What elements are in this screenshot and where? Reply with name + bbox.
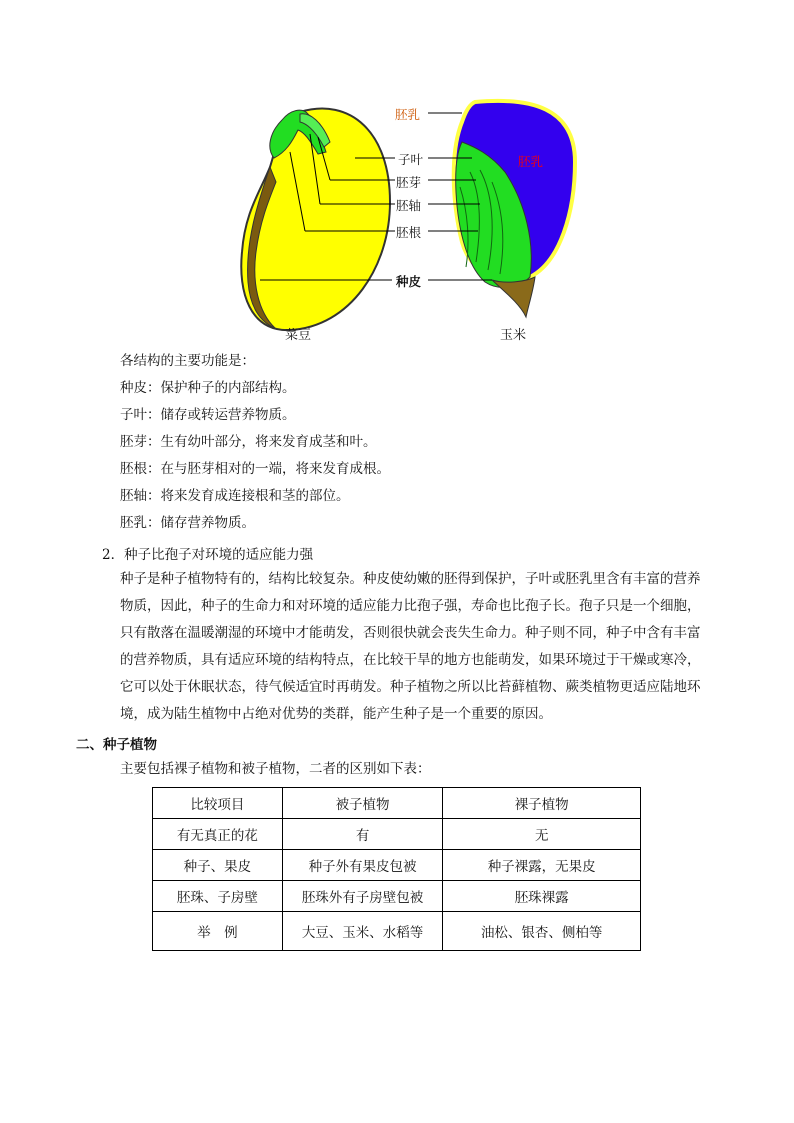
function-item: 胚根：在与胚芽相对的一端，将来发育成根。 bbox=[120, 461, 390, 477]
table-cell: 胚珠外有子房壁包被 bbox=[282, 881, 443, 912]
table-cell: 有无真正的花 bbox=[153, 819, 283, 850]
table-cell: 种子裸露，无果皮 bbox=[443, 850, 641, 881]
table-cell: 大豆、玉米、水稻等 bbox=[282, 912, 443, 951]
paragraph-line: 物质，因此，种子的生命力和对环境的适应能力比孢子强，寿命也比孢子长。孢子只是一个细胞， bbox=[120, 598, 701, 614]
paragraph-line: 它可以处于休眠状态，待气候适宜时再萌发。种子植物之所以比苔藓植物、蕨类植物更适应陆地环 bbox=[120, 679, 701, 695]
function-item: 种皮：保护种子的内部结构。 bbox=[120, 380, 296, 396]
seed-structure-figure bbox=[230, 92, 600, 344]
table-row bbox=[153, 850, 641, 881]
label-hypocotyl: 胚轴 bbox=[396, 198, 422, 213]
table-cell: 有 bbox=[282, 819, 443, 850]
label-seed-coat: 种皮 bbox=[396, 274, 422, 289]
table-header-cell: 裸子植物 bbox=[443, 788, 641, 819]
corn-tip bbox=[492, 277, 535, 317]
function-item: 胚芽：生有幼叶部分，将来发育成茎和叶。 bbox=[120, 434, 377, 450]
section2-number: 2． bbox=[102, 547, 125, 563]
table-cell: 胚珠裸露 bbox=[443, 881, 641, 912]
section-heading-seed-plants: 二、种子植物 bbox=[76, 737, 157, 753]
table-cell: 胚珠、子房壁 bbox=[153, 881, 283, 912]
paragraph-line: 只有散落在温暖潮湿的环境中才能萌发，否则很快就会丧失生命力。种子则不同，种子中含有丰富 bbox=[120, 625, 701, 641]
table-cell: 种子外有果皮包被 bbox=[282, 850, 443, 881]
table-header-row bbox=[153, 788, 641, 819]
caption-corn: 玉米 bbox=[500, 328, 527, 343]
table-intro: 主要包括裸子植物和被子植物，二者的区别如下表： bbox=[120, 761, 431, 777]
functions-intro: 各结构的主要功能是： bbox=[120, 353, 255, 369]
seed-diagram bbox=[230, 92, 600, 344]
table-cell: 举 例 bbox=[153, 912, 283, 951]
function-item: 子叶：储存或转运营养物质。 bbox=[120, 407, 296, 423]
table-row bbox=[153, 881, 641, 912]
caption-bean: 菜豆 bbox=[285, 328, 312, 343]
label-cotyledon: 子叶 bbox=[398, 152, 424, 167]
label-endosperm-inner: 胚乳 bbox=[518, 154, 544, 169]
section2-title: 种子比孢子对环境的适应能力强 bbox=[124, 547, 314, 563]
paragraph-line: 的营养物质，具有适应环境的结构特点，在比较干旱的地方也能萌发，如果环境过于干燥或寒冷， bbox=[120, 652, 701, 668]
table-cell: 种子、果皮 bbox=[153, 850, 283, 881]
table-row bbox=[153, 819, 641, 850]
section2-heading bbox=[102, 543, 313, 563]
function-item: 胚乳：储存营养物质。 bbox=[120, 515, 255, 531]
label-radicle: 胚根 bbox=[396, 225, 422, 240]
label-endosperm-top: 胚乳 bbox=[395, 107, 421, 122]
table-header-cell: 比较项目 bbox=[153, 788, 283, 819]
paragraph-line: 境，成为陆生植物中占绝对优势的类群，能产生种子是一个重要的原因。 bbox=[120, 706, 552, 722]
table-row bbox=[153, 912, 641, 951]
section2-paragraph bbox=[120, 566, 740, 728]
table-cell: 无 bbox=[443, 819, 641, 850]
table-cell: 油松、银杏、侧柏等 bbox=[443, 912, 641, 951]
table-header-cell: 被子植物 bbox=[282, 788, 443, 819]
paragraph-line: 种子是种子植物特有的，结构比较复杂。种皮使幼嫩的胚得到保护，子叶或胚乳里含有丰富的营养 bbox=[120, 571, 701, 587]
comparison-table bbox=[152, 787, 641, 951]
function-item: 胚轴：将来发育成连接根和茎的部位。 bbox=[120, 488, 350, 504]
label-plumule: 胚芽 bbox=[396, 175, 422, 190]
